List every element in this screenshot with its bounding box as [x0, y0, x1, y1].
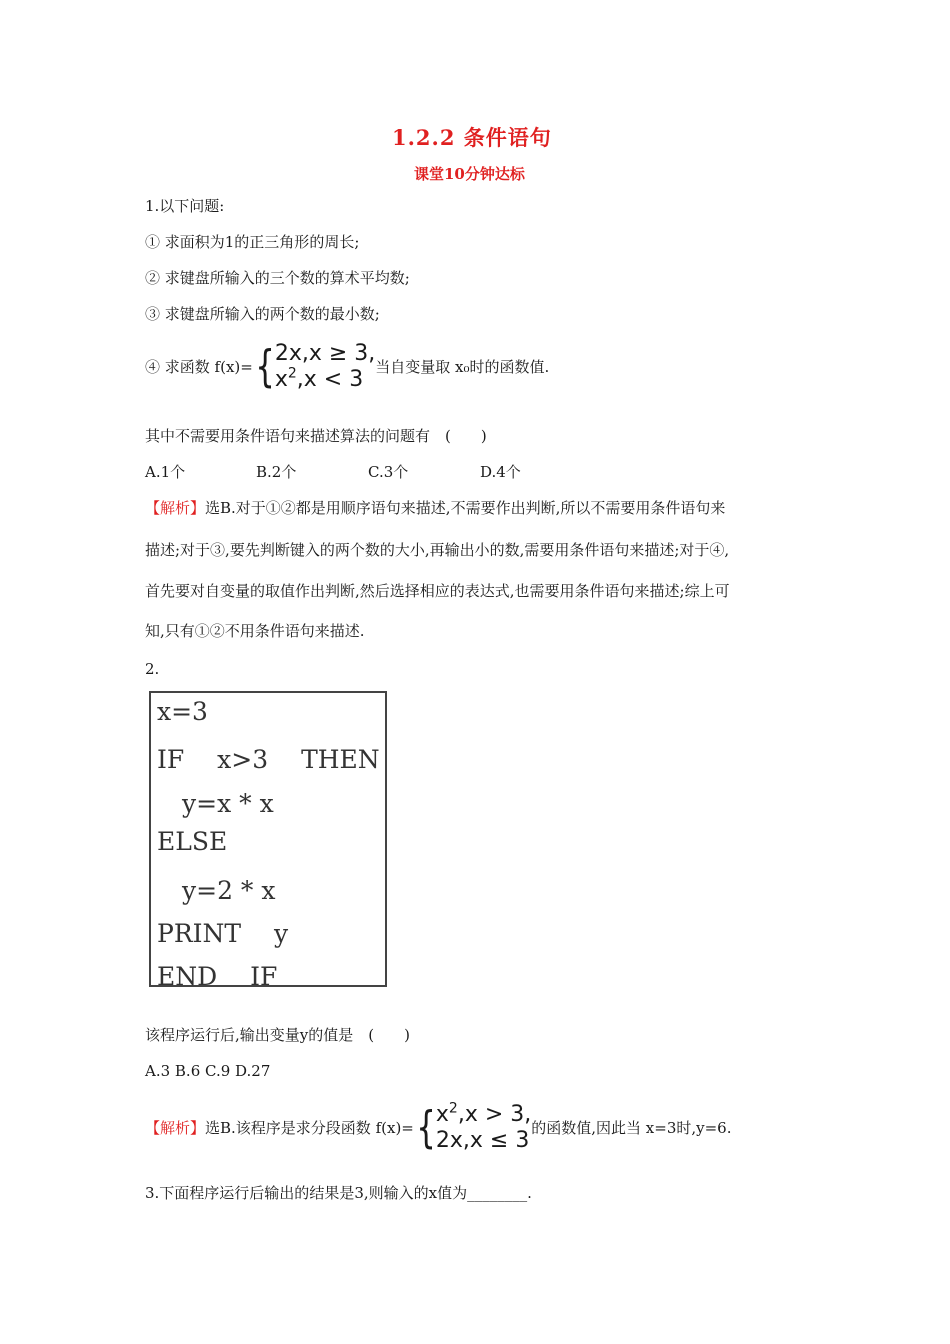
case-line-2: $x^2,x < 3$ — [274, 365, 364, 392]
case-line-1: 2x,x ≥ 3, — [274, 341, 376, 366]
program-code-box — [149, 691, 387, 991]
q2-analysis-suffix: 的函数值,因此当 x=3时,y=6. — [531, 1119, 732, 1137]
q1-analysis-line-2: 描述;对于③,要先判断键入的两个数的大小,再输出小的数,需要用条件语句来描述;对于④, — [145, 541, 730, 559]
q1-item-4 — [145, 341, 549, 393]
case-line-2: 2x,x ≤ 3 — [435, 1128, 530, 1153]
q1-option-c: C.3个 — [368, 463, 409, 481]
code-line: END IF — [157, 962, 278, 991]
analysis-tag: 【解析】 — [145, 499, 206, 517]
case-line-1: $x^2,x > 3$, — [435, 1100, 532, 1127]
q1-item-4-suffix: 当自变量取 x₀时的函数值. — [375, 358, 550, 376]
q1-item-3: ③ 求键盘所输入的两个数的最小数; — [145, 305, 380, 323]
q1-analysis-line-4: 知,只有①②不用条件语句来描述. — [145, 622, 365, 640]
left-brace-icon: { — [255, 341, 275, 392]
q1-item-1: ① 求面积为1的正三角形的周长; — [145, 233, 360, 251]
page-subtitle: 课堂10分钟达标 — [414, 165, 525, 183]
q1-analysis-line-1: 【解析】选B.对于①②都是用顺序语句来描述,不需要作出判断,所以不需要用条件语句来 — [145, 499, 726, 517]
code-line: x=3 — [157, 697, 208, 726]
q1-question: 其中不需要用条件语句来描述算法的问题有 ( ) — [145, 427, 487, 445]
code-line: IF x>3 THEN — [157, 745, 380, 774]
q2-number: 2. — [145, 660, 160, 678]
q2-options: A.3 B.6 C.9 D.27 — [145, 1062, 271, 1080]
code-line: y=x * x — [157, 789, 274, 818]
q1-item-2: ② 求键盘所输入的三个数的算术平均数; — [145, 269, 410, 287]
piecewise-function-2 — [414, 1102, 531, 1154]
q3-stem: 3.下面程序运行后输出的结果是3,则输入的x值为________. — [145, 1184, 532, 1202]
code-line: ELSE — [157, 827, 228, 856]
q1-option-d: D.4个 — [480, 463, 521, 481]
analysis-tag: 【解析】 — [145, 1119, 206, 1137]
left-brace-icon: { — [416, 1102, 436, 1153]
q1-option-b: B.2个 — [256, 463, 297, 481]
q2-analysis-prefix: 选B.该程序是求分段函数 f(x)= — [205, 1119, 414, 1137]
q2-analysis — [145, 1102, 732, 1154]
q1-analysis-line-3: 首先要对自变量的取值作出判断,然后选择相应的表达式,也需要用条件语句来描述;综上可 — [145, 582, 730, 600]
q1-item-4-prefix: ④ 求函数 f(x)= — [145, 358, 253, 376]
code-line: PRINT y — [157, 919, 289, 948]
code-line: y=2 * x — [157, 876, 276, 905]
q1-stem: 1.以下问题: — [145, 197, 225, 215]
q1-option-a: A.1个 — [145, 463, 186, 481]
q2-question: 该程序运行后,输出变量y的值是 ( ) — [145, 1026, 410, 1044]
piecewise-function-1 — [253, 341, 375, 393]
page-title: 1.2.2 条件语句 — [392, 125, 552, 150]
